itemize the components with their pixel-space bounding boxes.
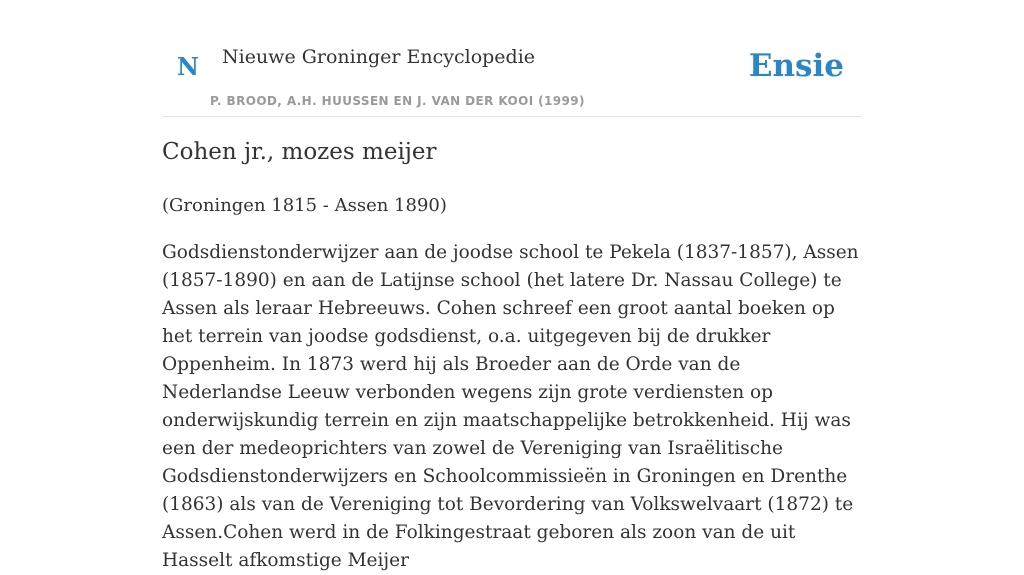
entry-body: Godsdienstonderwijzer aan de joodse school te Pekela (1837-1857), Assen (1857-1890) en aan de Latijnse school (het latere Dr. Nassau College) te Assen als leraar Hebreeuws. Cohen schreef een groot aantal boeken op het terrein van joodse godsdienst, o.a. uitgegeven bij de drukker Oppenheim. In 1873 werd hij als Broeder aan de Orde van de Nederlandse Leeuw verbonden wegens zijn grote verdiensten op onderwijskundig terrein en zijn maatschappelijke betrokkenheid. Hij was een der medeoprichters van zowel de Vereniging van Israëlitische Godsdienstonderwijzers en Schoolcommissieën in Groningen en Drenthe (1863) als van de Vereniging tot Bevordering van Volkswelvaart (1872) te Assen.Cohen werd in de Folkingestraat geboren als zoon van de uit Hasselt afkomstige Meijer xyxy=(162,242,859,571)
entry-dates: (Groningen 1815 - Assen 1890) xyxy=(162,195,447,216)
header xyxy=(162,0,862,117)
work-logo-icon[interactable]: N xyxy=(177,52,199,81)
page xyxy=(162,0,862,571)
work-title-link[interactable]: Nieuwe Groninger Encyclopedie xyxy=(222,46,536,68)
work-authors: P. BROOD, A.H. HUUSSEN EN J. VAN DER KOOI (1999) xyxy=(210,94,585,108)
brand-logo[interactable]: Ensie xyxy=(748,48,844,84)
entry-title: Cohen jr., mozes meijer xyxy=(162,139,437,165)
